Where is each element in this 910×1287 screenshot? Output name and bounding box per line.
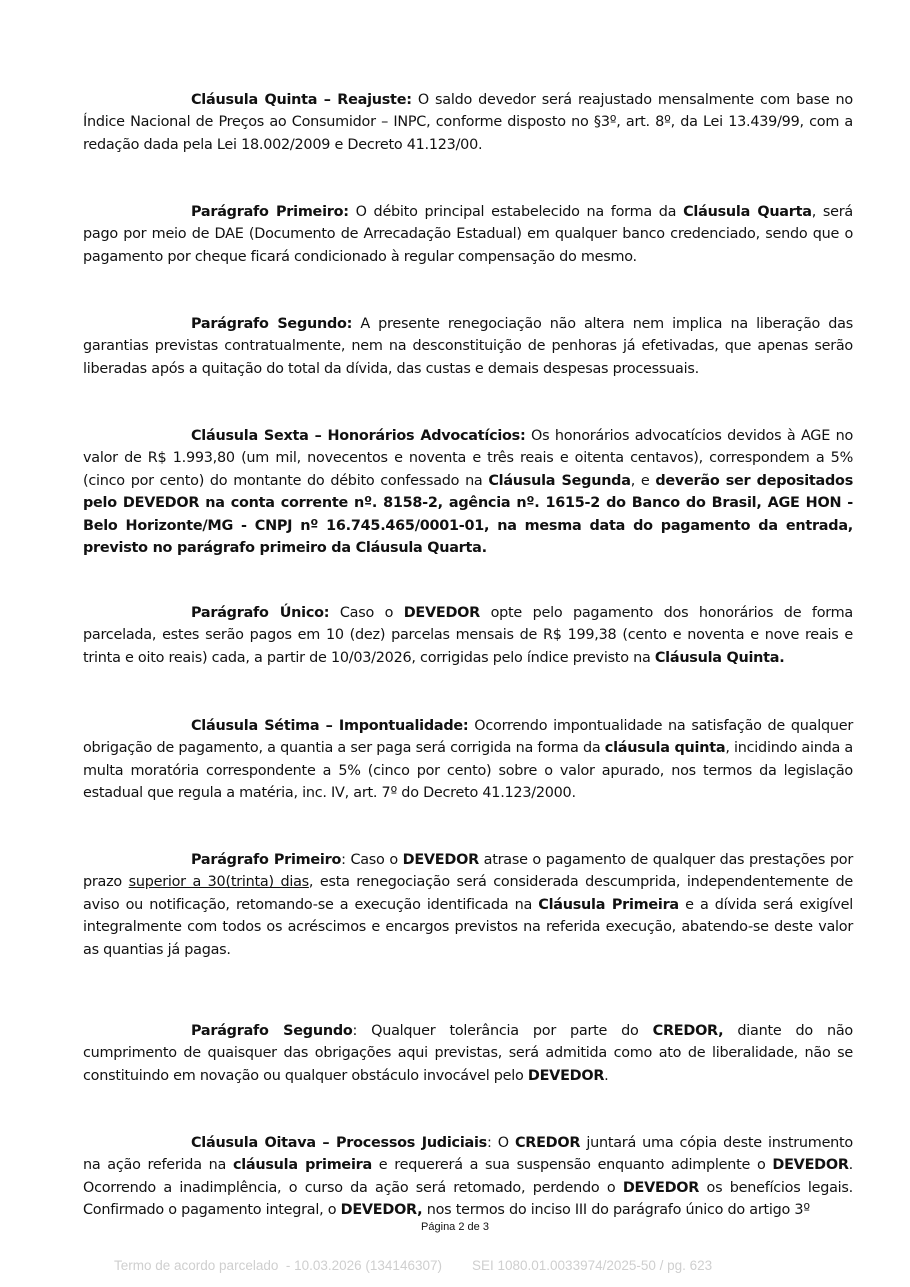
paragraph-text: : O — [486, 1135, 515, 1151]
document-footer-watermark: Termo de acordo parcelado - 10.03.2026 (134146307) SEI 1080.01.0033974/2025-50 / pg. 623 — [114, 1258, 713, 1273]
bold-text: Cláusula Primeira — [538, 896, 679, 913]
paragraph-text: opte pelo pagamento dos honorários de forma parcelada, estes serão pagos em 10 (dez) parcelas mensais de R$ 199,38 (cento e noventa e nove reais e trinta e oito reais) cada, a partir de 10/03/2026, corrigidas pelo índice previsto na — [83, 605, 853, 666]
bold-text: DEVEDOR — [772, 1157, 849, 1174]
clause-paragraph — [83, 602, 853, 669]
paragraph-text: , será pago por meio de DAE (Documento de Arrecadação Estadual) em qualquer banco credenciado, sendo que o pagamento por cheque ficará condicionado à regular compensação do mesmo. — [83, 204, 853, 265]
paragraph-text: os benefícios legais. Confirmado o pagamento integral, o — [83, 1179, 854, 1219]
bold-text: Cláusula Quinta. — [654, 649, 785, 666]
clause-paragraph — [83, 1020, 853, 1087]
page-number: Página 2 de 3 — [421, 1221, 489, 1233]
paragraph-text: juntará uma cópia deste instrumento na ação referida na — [83, 1135, 853, 1174]
paragraph-text: O saldo devedor será reajustado mensalmente com base no Índice Nacional de Preços ao Consumidor – INPC, conforme disposto no §3º, art. 8º, da Lei 13.439/99, com a redação dada pela Lei 18.002/2009 e Decreto 41.123/00. — [83, 92, 853, 153]
bold-text: Cláusula Segunda — [488, 472, 631, 489]
paragraph-text: O débito principal estabelecido na forma da — [348, 204, 684, 220]
bold-text: Parágrafo Primeiro: — [191, 204, 349, 220]
paragraph-text: A presente renegociação não altera nem implica na liberação das garantias previstas contratualmente, nem na desconstituição de penhoras já efetivadas, que apenas serão liberadas após a quitação do total da dívida, das custas e demais despesas processuais. — [83, 316, 853, 377]
paragraph-text: diante do não cumprimento de quaisquer das obrigações aqui previstas, será admitida como ato de liberalidade, não se constituindo em novação ou qualquer obstáculo invocável pelo — [83, 1023, 853, 1084]
bold-text: Cláusula Oitava – Processos Judiciais — [191, 1135, 487, 1151]
bold-text: Cláusula Sexta – Honorários Advocatícios: — [191, 428, 526, 444]
underlined-text: superior a 30(trinta) dias — [128, 874, 309, 891]
clause-paragraph — [83, 1132, 853, 1222]
bold-text: Parágrafo Segundo — [191, 1023, 353, 1039]
bold-text: Parágrafo Único: — [191, 605, 330, 621]
clause-paragraph — [83, 201, 853, 268]
paragraph-text: : Qualquer tolerância por parte do — [352, 1023, 653, 1039]
paragraph-text: Os honorários advocatícios devidos à AGE no valor de R$ 1.993,80 (um mil, novecentos e noventa e três reais e oitenta centavos), correspondem a 5% (cinco por cento) do montante do débito confessado na — [83, 428, 853, 489]
paragraph-text: . Ocorrendo a inadimplência, o curso da ação será retomado, perdendo o — [83, 1157, 853, 1196]
bold-text: cláusula primeira — [232, 1157, 372, 1174]
paragraph-text: Caso o — [329, 605, 404, 621]
bold-text: DEVEDOR — [402, 852, 479, 868]
paragraph-text: , incidindo ainda a multa moratória correspondente a 5% (cinco por cento) sobre o valor apurado, nos termos da legislação estadual que regula a matéria, inc. IV, art. 7º do Decreto 41.123/2000. — [83, 740, 853, 802]
clause-paragraph — [83, 313, 853, 380]
clause-paragraph — [83, 715, 853, 805]
bold-text: Parágrafo Primeiro — [191, 852, 342, 868]
bold-text: Cláusula Quarta — [683, 204, 812, 220]
bold-text: cláusula quinta — [604, 740, 726, 757]
paragraph-text: Ocorrendo impontualidade na satisfação de qualquer obrigação de pagamento, a quantia a ser paga será corrigida na forma da — [83, 718, 853, 757]
bold-text: DEVEDOR — [403, 605, 480, 621]
bold-text: Parágrafo Segundo: — [191, 316, 353, 332]
clause-paragraph — [83, 425, 853, 559]
bold-text: Cláusula Quinta – Reajuste: — [191, 92, 412, 108]
bold-text: Cláusula Sétima – Impontualidade: — [191, 718, 469, 734]
paragraph-text: nos termos do inciso III do parágrafo único do artigo 3º — [422, 1202, 810, 1219]
paragraph-text: , e — [630, 472, 656, 489]
paragraph-text: : Caso o — [341, 852, 403, 868]
paragraph-text: , esta renegociação será considerada descumprida, independentemente de aviso ou notificação, retomando-se a execução identificada na — [83, 874, 853, 913]
bold-text: DEVEDOR — [622, 1179, 700, 1196]
bold-text: CREDOR — [514, 1135, 581, 1151]
paragraph-text: atrase o pagamento de qualquer das prestações por prazo — [83, 852, 853, 891]
bold-text: DEVEDOR, — [340, 1202, 423, 1219]
bold-text: CREDOR, — [652, 1023, 724, 1039]
paragraph-text: e a dívida será exigível integralmente com todos os acréscimos e encargos previstos na referida execução, abatendo-se deste valor as quantias já pagas. — [83, 896, 853, 958]
clause-paragraph — [83, 849, 853, 961]
bold-text: deverão ser depositados pelo DEVEDOR na conta corrente nº. 8158-2, agência nº. 1615-2 do Banco do Brasil, AGE HON - Belo Horizonte/MG - CNPJ nº 16.745.465/0001-01, na mesma data do pagamento da entrada, previsto no parágrafo primeiro da Cláusula Quarta. — [83, 472, 854, 557]
clause-paragraph — [83, 89, 853, 156]
bold-text: DEVEDOR — [527, 1067, 605, 1084]
paragraph-text: e requererá a sua suspensão enquanto adimplente o — [371, 1157, 773, 1174]
paragraph-text: . — [604, 1067, 609, 1084]
